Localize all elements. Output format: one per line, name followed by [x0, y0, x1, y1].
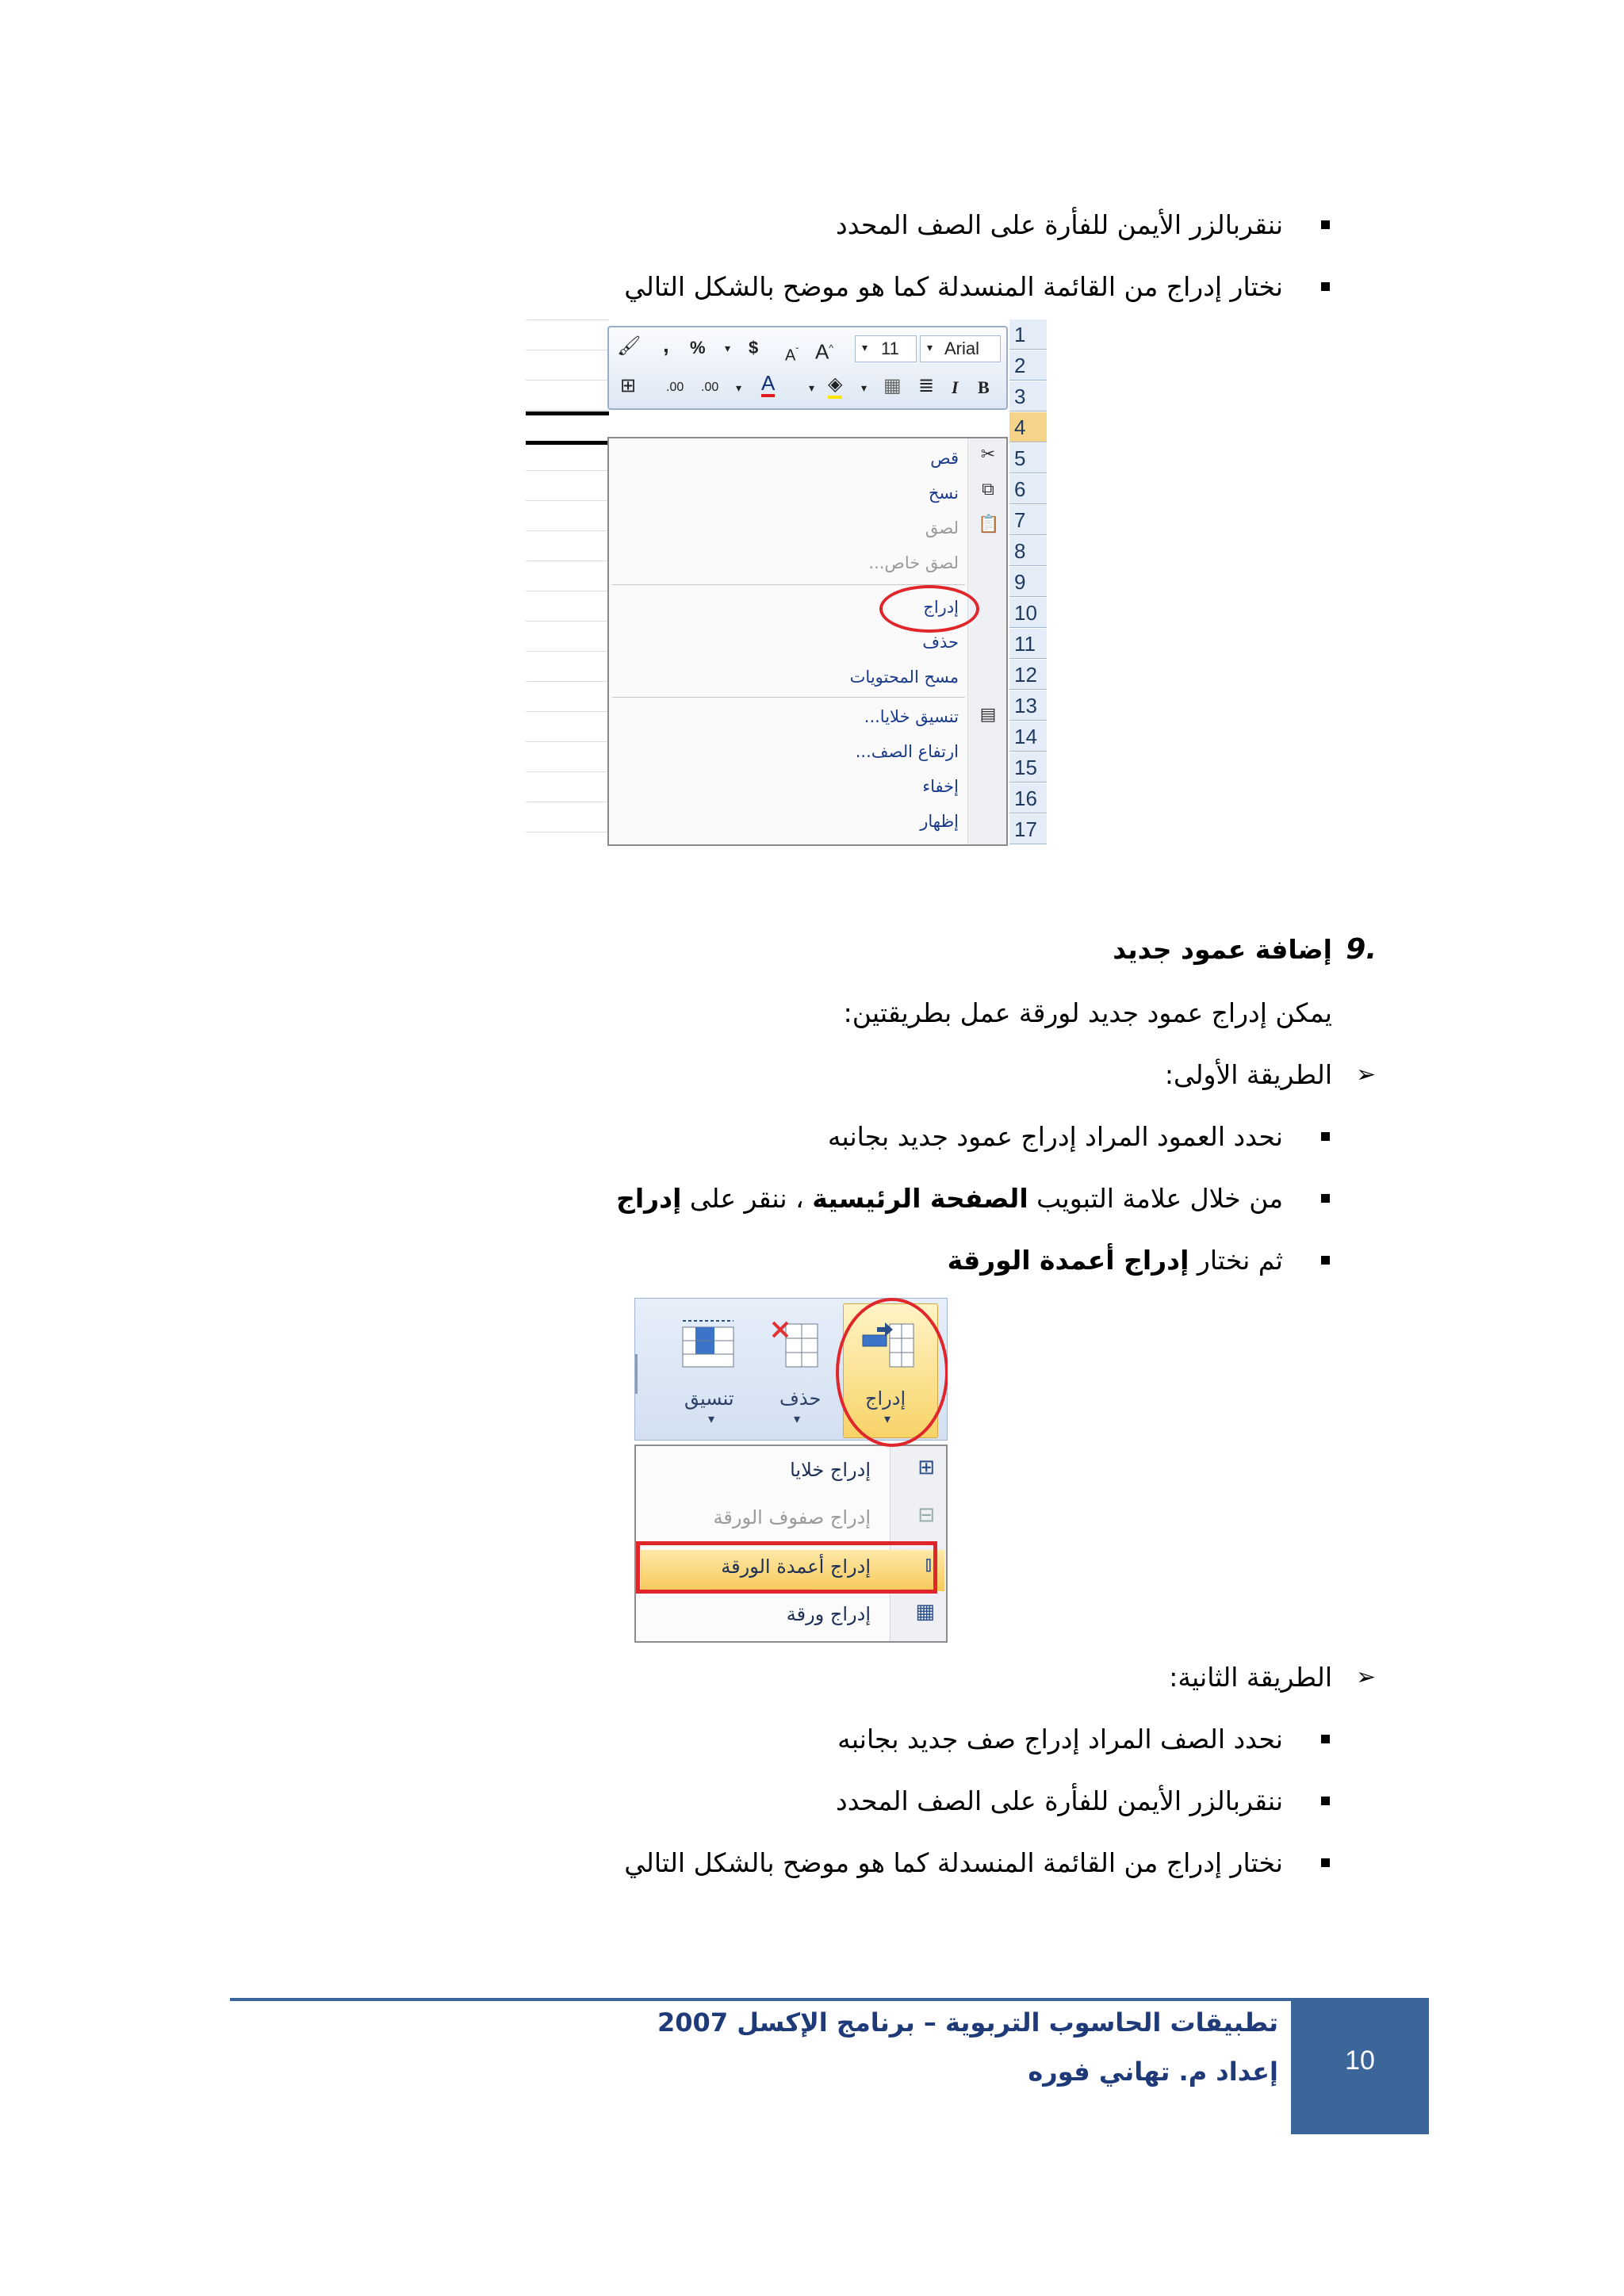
row-header[interactable]: 1 — [1009, 320, 1047, 350]
insert-columns-icon: ⫾ — [925, 1552, 932, 1576]
bullet-marker — [1321, 1256, 1330, 1265]
bullet-marker — [1321, 282, 1330, 291]
menu-item-insert-rows[interactable]: إدراج صفوف الورقة — [713, 1506, 871, 1529]
delete-button[interactable]: حذف — [779, 1387, 822, 1410]
ribbon-insert-screenshot — [634, 1298, 948, 1643]
center-align-icon[interactable]: ≣ — [918, 375, 935, 396]
highlight-ellipse — [836, 1298, 948, 1447]
row-header[interactable]: 14 — [1009, 721, 1047, 752]
row-header[interactable]: 11 — [1009, 629, 1047, 659]
row-header[interactable]: 6 — [1009, 474, 1047, 504]
row-header[interactable]: 15 — [1009, 752, 1047, 783]
menu-item-unhide[interactable]: إظهار — [920, 812, 959, 831]
footer-author: إعداد م. تهاني فوره — [1028, 2057, 1278, 2087]
bullet-marker — [1321, 1797, 1330, 1805]
menu-item-paste[interactable]: لصق — [925, 519, 959, 538]
menu-item-insert-cells[interactable]: إدراج خلايا — [790, 1459, 871, 1481]
menu-separator — [612, 697, 965, 698]
row-header[interactable]: 7 — [1009, 505, 1047, 535]
selected-row-border — [526, 441, 609, 445]
menu-item-cut[interactable]: قص — [930, 449, 959, 468]
chevron-down-icon[interactable]: ▾ — [794, 1411, 801, 1426]
bullet-text-mixed — [616, 1181, 1283, 1216]
bullet-text: ننقربالزر الأيمن للفأرة على الصف المحدد — [836, 209, 1283, 240]
row-header[interactable]: 13 — [1009, 691, 1047, 721]
ribbon-divider — [635, 1354, 642, 1394]
row-header[interactable]: 5 — [1009, 443, 1047, 473]
format-cells-icon — [676, 1316, 740, 1372]
highlight-rectangle — [636, 1541, 937, 1594]
bullet-marker — [1321, 1735, 1330, 1743]
menu-item-hide[interactable]: إخفاء — [922, 777, 959, 796]
menu-item-row-height[interactable]: ارتفاع الصف... — [855, 742, 959, 761]
bullet-marker — [1321, 220, 1330, 229]
chevron-down-icon[interactable]: ▾ — [884, 1411, 891, 1426]
bullet-text-part: ثم نختار — [1197, 1245, 1283, 1276]
font-size: 11 — [881, 339, 899, 358]
menu-separator — [612, 584, 965, 585]
paste-icon: 📋 — [978, 515, 1000, 534]
bullet-text-mixed — [948, 1243, 1283, 1278]
section-title: إضافة عمود جديد — [1113, 934, 1332, 965]
page-number: 10 — [1345, 2045, 1375, 2076]
chevron-down-icon: ▾ — [927, 341, 933, 354]
bullet-text-bold: الصفحة الرئيسية — [812, 1183, 1028, 1214]
insert-button[interactable]: إدراج — [865, 1387, 906, 1410]
row-header[interactable]: 3 — [1009, 381, 1047, 411]
context-menu-screenshot — [526, 320, 1047, 852]
menu-item-insert-sheet[interactable]: إدراج ورقة — [786, 1603, 871, 1625]
bullet-marker — [1321, 1858, 1330, 1867]
menu-item-insert-columns[interactable]: إدراج أعمدة الورقة — [721, 1556, 871, 1578]
fill-color-icon[interactable]: ◈ — [828, 373, 842, 399]
bold-button[interactable]: B — [978, 377, 990, 397]
bullet-text: ننقربالزر الأيمن للفأرة على الصف المحدد — [836, 1785, 1283, 1816]
chevron-down-icon: ▾ — [862, 341, 868, 354]
menu-item-insert[interactable]: إدراج — [923, 598, 959, 617]
bullet-text: نحدد الصف المراد إدراج صف جديد بجانبه — [837, 1724, 1283, 1755]
mini-toolbar — [607, 326, 1008, 410]
bullet-text-part: ، ننقر على — [689, 1183, 804, 1214]
arrow-bullet-icon: ➢ — [1356, 1663, 1377, 1691]
bullet-text-part: من خلال علامة التبويب — [1036, 1183, 1283, 1214]
footer-divider — [230, 1998, 1429, 2001]
borders-icon[interactable]: ▦ — [883, 375, 902, 396]
delete-cells-icon — [772, 1316, 827, 1372]
chevron-down-icon[interactable]: ▾ — [708, 1411, 715, 1426]
insert-sheet-icon: ▦ — [915, 1600, 935, 1624]
context-menu — [607, 437, 1008, 846]
method-heading: الطريقة الأولى: — [1164, 1059, 1332, 1090]
font-name-box[interactable] — [920, 335, 1001, 362]
row-header[interactable]: 8 — [1009, 536, 1047, 566]
percent-button[interactable]: % — [690, 338, 706, 358]
row-header[interactable]: 17 — [1009, 814, 1047, 844]
menu-item-copy[interactable]: نسخ — [928, 484, 959, 503]
format-button[interactable]: تنسيق — [684, 1387, 734, 1410]
bullet-text-bold: إدراج أعمدة الورقة — [947, 1245, 1189, 1276]
format-cells-icon: ▤ — [979, 705, 997, 725]
highlight-ellipse — [879, 585, 979, 633]
menu-item-paste-special[interactable]: لصق خاص... — [868, 553, 959, 572]
bullet-text: نحدد العمود المراد إدراج عمود جديد بجانبه — [827, 1121, 1283, 1152]
copy-icon: ⧉ — [982, 480, 994, 499]
currency-button[interactable]: $ — [749, 338, 759, 358]
decrease-decimal-button[interactable]: .00 — [701, 381, 719, 394]
chevron-down-icon[interactable]: ▾ — [725, 342, 731, 354]
bullet-marker — [1321, 1132, 1330, 1141]
bullet-text: نختار إدراج من القائمة المنسدلة كما هو موضح بالشكل التالي — [624, 271, 1283, 302]
arrow-bullet-icon: ➢ — [1356, 1061, 1377, 1089]
insert-rows-icon: ⊟ — [917, 1503, 935, 1527]
chevron-down-icon[interactable]: ▾ — [861, 381, 868, 394]
shrink-font-icon[interactable]: $A^ˇ$ — [785, 346, 799, 365]
comma-button[interactable]: , — [663, 332, 669, 357]
grow-font-icon[interactable]: A^ — [815, 339, 833, 364]
merge-cells-icon[interactable]: ⊞ — [620, 375, 637, 396]
font-size-box[interactable] — [855, 335, 917, 362]
row-header[interactable]: 2 — [1009, 350, 1047, 381]
row-header[interactable]: 12 — [1009, 660, 1047, 690]
row-header[interactable]: 9 — [1009, 567, 1047, 597]
chevron-down-icon[interactable]: ▾ — [809, 381, 815, 394]
chevron-down-icon[interactable]: ▾ — [736, 381, 742, 394]
increase-decimal-button[interactable]: .00 — [666, 381, 684, 394]
insert-cells-icon: ⊞ — [917, 1456, 935, 1479]
menu-item-format-cells[interactable]: تنسيق خلايا... — [864, 707, 959, 726]
font-color-button[interactable]: A — [761, 372, 775, 397]
menu-item-clear-contents[interactable]: مسح المحتويات — [849, 668, 959, 687]
bullet-text: نختار إدراج من القائمة المنسدلة كما هو موضح بالشكل التالي — [624, 1847, 1283, 1878]
footer-title: تطبيقات الحاسوب التربوية – برنامج الإكسل 2007 — [657, 2007, 1278, 2038]
format-painter-icon[interactable]: 🖌 — [617, 335, 642, 357]
italic-button[interactable]: I — [952, 377, 959, 397]
row-header-selected[interactable]: 4 — [1009, 412, 1047, 442]
selected-row-border — [526, 411, 609, 415]
row-header[interactable]: 10 — [1009, 598, 1047, 628]
font-name: Arial — [944, 339, 980, 358]
row-header[interactable]: 16 — [1009, 783, 1047, 813]
intro-text: يمكن إدراج عمود جديد لورقة عمل بطريقتين: — [843, 997, 1332, 1028]
section-number: .9 — [1346, 933, 1377, 966]
cut-icon: ✂ — [980, 445, 996, 465]
method-heading: الطريقة الثانية: — [1169, 1662, 1332, 1693]
bullet-text-bold: إدراج — [616, 1183, 682, 1214]
bullet-marker — [1321, 1194, 1330, 1203]
menu-item-delete[interactable]: حذف — [922, 633, 959, 652]
